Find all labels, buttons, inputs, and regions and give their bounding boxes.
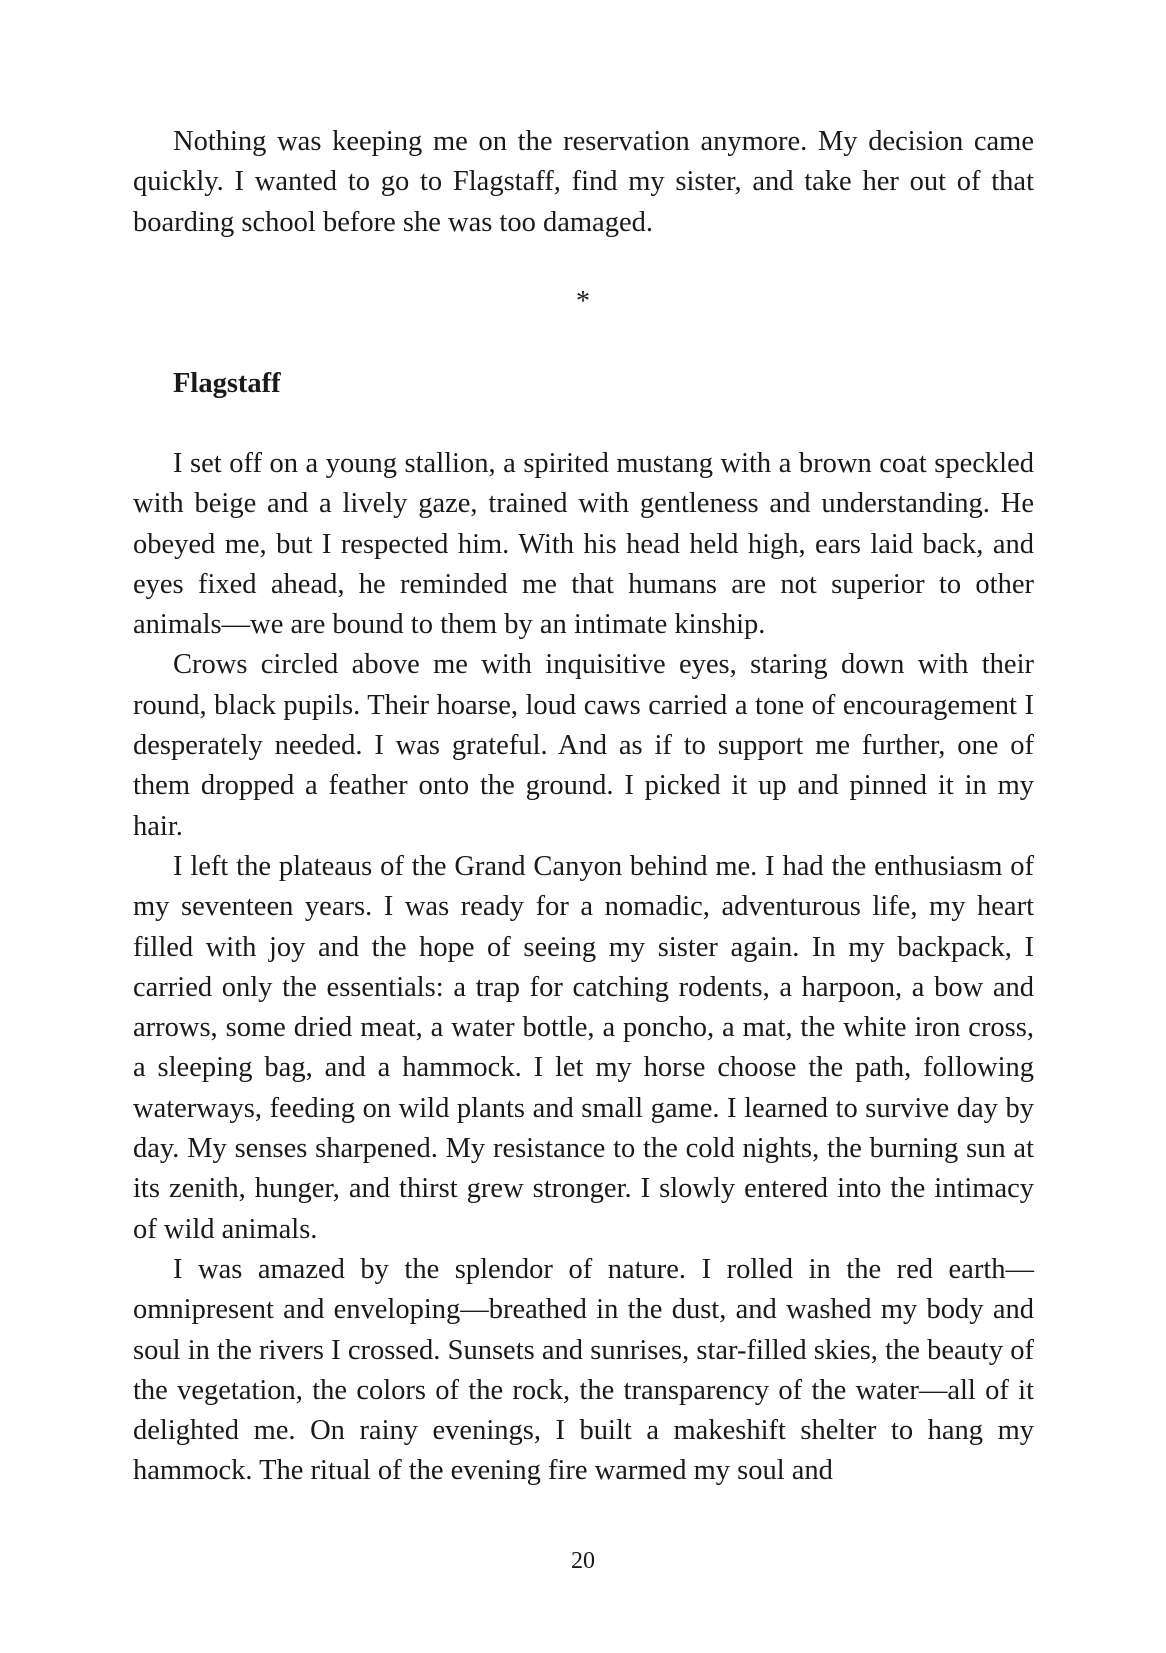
paragraph: I left the plateaus of the Grand Canyon behind me. I had the enthusiasm of my seventeen years. I was ready for a nomadic, adventurous life, my heart filled with joy and the hope of seeing my sister again. In my backpack, I carried only the essentials: a trap for catching rodents, a harpoon, a bow and arrows, some dried meat, a water bottle, a poncho, a mat, the white iron cross, a sleeping bag, and a hammock. I let my horse choose the path, following waterways, feeding on wild plants and small game. I learned to survive day by day. My senses sharpened. My resistance to the cold nights, the burning sun at its zenith, hunger, and thirst grew stronger. I slowly entered into the intimacy of wild animals. [133, 850, 1034, 1245]
intro-text [133, 122, 1034, 243]
paragraph: I set off on a young stallion, a spirited mustang with a brown coat speckled with beige and a lively gaze, trained with gentleness and understanding. He obeyed me, but I respected him. With his head held high, ears laid back, and eyes fixed ahead, he reminded me that humans are not superior to other animals—we are bound to them by an intimate kinship. [133, 448, 1034, 641]
section-separator: * [576, 286, 590, 317]
paragraph: Crows circled above me with inquisitive eyes, staring down with their round, black pupils. Their hoarse, loud caws carried a tone of encouragement I desperately needed. I was grateful. And as if to support me further, one of them dropped a feather onto the ground. I picked it up and pinned it in my hair. [133, 649, 1034, 842]
section-body [133, 444, 1034, 1492]
paragraph: Nothing was keeping me on the reservation anymore. My decision came quickly. I wanted to go to Flagstaff, find my sister, and take her out of that boarding school before she was too damaged. [133, 126, 1034, 238]
paragraph: I was amazed by the splendor of nature. I rolled in the red earth—omnipresent and enveloping—breathed in the dust, and washed my body and soul in the rivers I crossed. Sunsets and sunrises, star-filled skies, the beauty of the vegetation, the colors of the rock, the transparency of the water—all of it delighted me. On rainy evenings, I built a makeshift shelter to hang my hammock. The ritual of the evening fire warmed my soul and [133, 1253, 1034, 1487]
section-heading: Flagstaff [173, 368, 281, 399]
page-number: 20 [571, 1548, 595, 1574]
